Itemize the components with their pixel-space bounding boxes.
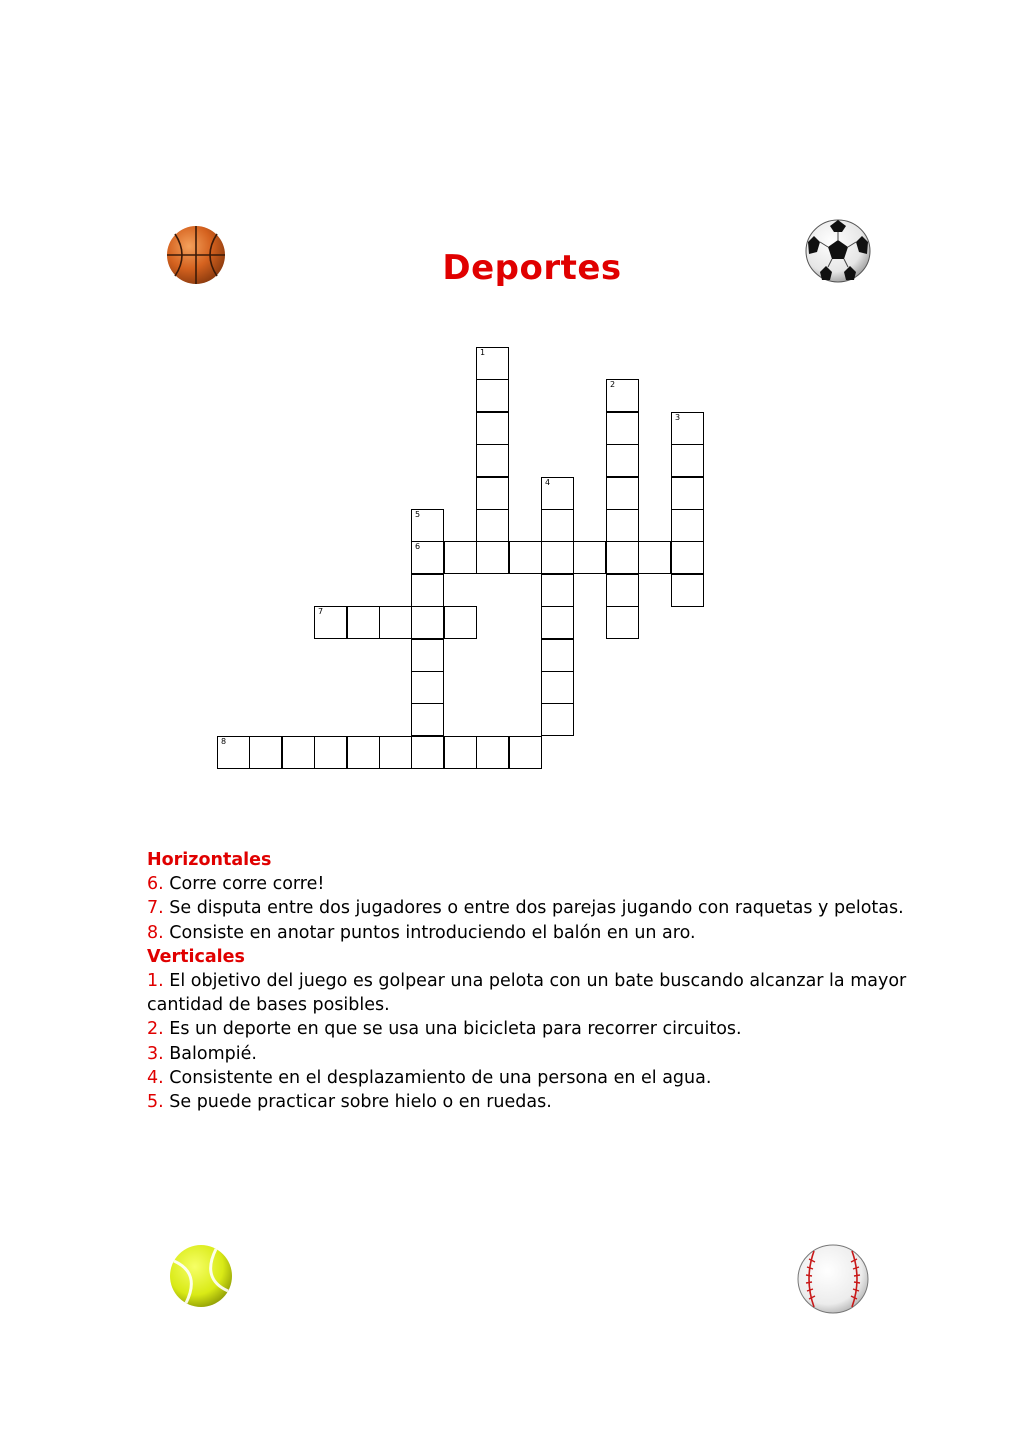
clue-item (147, 921, 907, 945)
clue-item-number: 7. (147, 898, 164, 919)
tennis-ball-icon (168, 1243, 234, 1309)
clue-item (147, 1017, 907, 1041)
clue-item-text: El objetivo del juego es golpear una pelota con un bate buscando alcanzar la mayor cantidad de bases posibles. (147, 971, 907, 1016)
clue-item-text: Se disputa entre dos jugadores o entre dos parejas jugando con raquetas y pelotas. (163, 898, 904, 919)
crossword-cell[interactable] (541, 509, 574, 542)
crossword-cell[interactable] (476, 444, 509, 477)
page-title: Deportes (442, 248, 622, 288)
clue-item (147, 969, 907, 1017)
crossword-cell[interactable] (541, 606, 574, 639)
crossword-cell[interactable] (606, 509, 639, 542)
crossword-cell[interactable] (541, 541, 574, 574)
clue-item-number: 1. (147, 971, 164, 992)
clue-item (147, 1066, 907, 1090)
crossword-cell[interactable] (282, 736, 315, 769)
crossword-cell[interactable] (606, 477, 639, 510)
crossword-cell[interactable] (606, 444, 639, 477)
crossword-cell[interactable] (541, 703, 574, 736)
clue-item-text: Balompié. (163, 1043, 257, 1064)
crossword-cell[interactable] (606, 606, 639, 639)
crossword-cell[interactable] (411, 639, 444, 672)
crossword-cell[interactable] (638, 541, 671, 574)
crossword-cell[interactable] (444, 736, 477, 769)
crossword-cell[interactable] (314, 736, 347, 769)
crossword-cell[interactable] (541, 477, 574, 510)
clue-number: 3 (675, 413, 681, 422)
clue-number: 8 (221, 737, 227, 746)
crossword-cell[interactable] (411, 574, 444, 607)
crossword-cell[interactable] (606, 412, 639, 445)
crossword-cell[interactable] (671, 509, 704, 542)
crossword-cell[interactable] (411, 703, 444, 736)
clue-number: 6 (415, 542, 421, 551)
crossword-cell[interactable] (671, 412, 704, 445)
clue-number: 7 (318, 607, 324, 616)
crossword-cell[interactable] (411, 606, 444, 639)
crossword-cell[interactable] (411, 736, 444, 769)
crossword-cell[interactable] (671, 541, 704, 574)
crossword-cell[interactable] (347, 606, 380, 639)
crossword-cell[interactable] (671, 574, 704, 607)
clue-item-number: 3. (147, 1043, 164, 1064)
down-clue-list (147, 969, 907, 1114)
crossword-cell[interactable] (541, 574, 574, 607)
crossword-cell[interactable] (411, 541, 444, 574)
down-heading: Verticales (147, 946, 245, 967)
clue-number: 4 (545, 478, 551, 487)
crossword-cell[interactable] (509, 541, 542, 574)
crossword-cell[interactable] (606, 541, 639, 574)
crossword-cell[interactable] (379, 606, 412, 639)
crossword-cell[interactable] (671, 444, 704, 477)
clue-number: 2 (610, 380, 616, 389)
clue-item-text: Corre corre corre! (163, 874, 325, 895)
clue-item-number: 4. (147, 1067, 164, 1088)
crossword-cell[interactable] (541, 639, 574, 672)
clue-item-number: 8. (147, 922, 164, 943)
clue-number: 1 (480, 348, 486, 357)
clue-item (147, 1042, 907, 1066)
clue-item (147, 896, 907, 920)
crossword-cell[interactable] (606, 574, 639, 607)
clue-item-number: 2. (147, 1019, 164, 1040)
clue-item-text: Consiste en anotar puntos introduciendo el balón en un aro. (163, 922, 696, 943)
baseball-icon (796, 1243, 870, 1315)
crossword-cell[interactable] (411, 671, 444, 704)
crossword-cell[interactable] (476, 736, 509, 769)
clue-number: 5 (415, 510, 421, 519)
crossword-cell[interactable] (217, 736, 250, 769)
crossword-cell[interactable] (573, 541, 606, 574)
crossword-cell[interactable] (476, 509, 509, 542)
across-heading: Horizontales (147, 850, 272, 870)
crossword-cell[interactable] (379, 736, 412, 769)
crossword-cell[interactable] (347, 736, 380, 769)
crossword-cell[interactable] (476, 541, 509, 574)
clue-item (147, 1090, 907, 1114)
clue-item (147, 872, 907, 896)
crossword-cell[interactable] (444, 606, 477, 639)
clue-item-number: 5. (147, 1092, 164, 1113)
crossword-cell[interactable] (476, 379, 509, 412)
crossword-cell[interactable] (249, 736, 282, 769)
crossword-cell[interactable] (411, 509, 444, 542)
crossword-cell[interactable] (541, 671, 574, 704)
clue-item-text: Consistente en el desplazamiento de una persona en el agua. (163, 1067, 712, 1088)
clue-item-text: Se puede practicar sobre hielo o en ruedas. (163, 1092, 552, 1113)
crossword-cell[interactable] (444, 541, 477, 574)
crossword-cell[interactable] (509, 736, 542, 769)
crossword-cell[interactable] (314, 606, 347, 639)
clue-item-number: 6. (147, 874, 164, 895)
clue-item-text: Es un deporte en que se usa una bicicleta para recorrer circuitos. (163, 1019, 742, 1040)
crossword-cell[interactable] (476, 412, 509, 445)
crossword-cell[interactable] (606, 379, 639, 412)
clues-section (147, 848, 907, 1114)
crossword-cell[interactable] (476, 477, 509, 510)
crossword-cell[interactable] (671, 477, 704, 510)
across-clue-list (147, 872, 907, 945)
crossword-cell[interactable] (476, 347, 509, 380)
